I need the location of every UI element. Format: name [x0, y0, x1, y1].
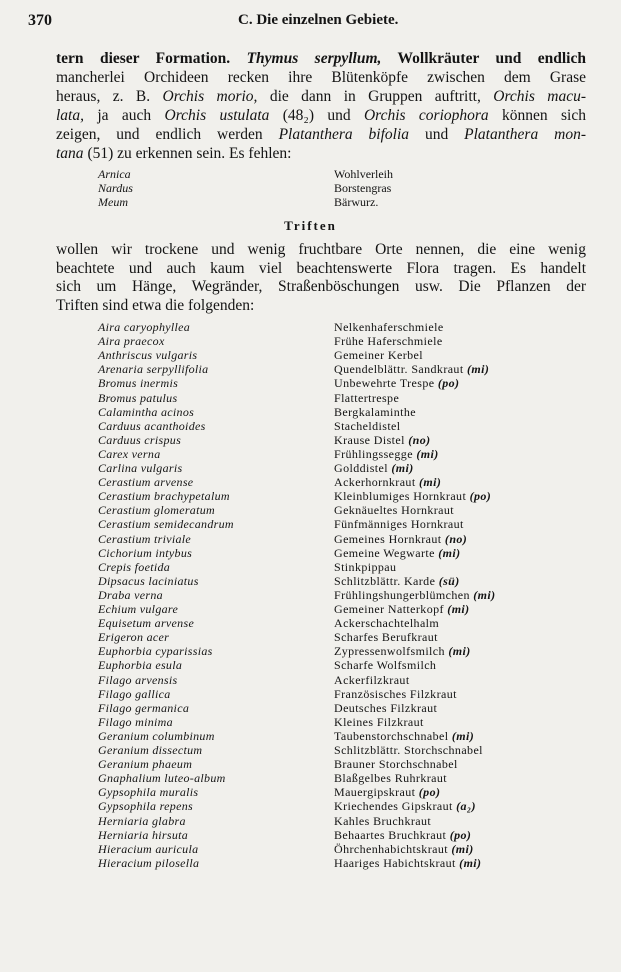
german-name-text: Gemeine Wegwarte — [334, 545, 435, 560]
german-name-text: Schlitzblättr. Karde — [334, 573, 436, 588]
plant-german-name — [334, 658, 436, 672]
plant-latin-name: Geranium phaeum — [98, 757, 193, 772]
plant-latin-name: Crepis foetida — [98, 559, 171, 574]
plant-latin-name: Equisetum arvense — [98, 616, 195, 631]
plant-latin-name: Cerastium triviale — [98, 531, 192, 546]
distribution-note: (mi) — [459, 855, 482, 870]
distribution-note: (mi) — [451, 841, 474, 856]
german-name-text: Unbewehrte Trespe — [334, 376, 435, 391]
german-name-text: Gemeiner Natterkopf — [334, 602, 444, 616]
plant-german-name — [334, 503, 454, 517]
text-run: die dann in Gruppen auftritt, — [257, 88, 494, 105]
plant-latin-name: Carduus acanthoides — [98, 418, 206, 433]
plant-german-name — [334, 814, 431, 828]
distribution-note: (mi) — [438, 545, 461, 560]
german-name-text: Gemeiner Kerbel — [334, 348, 423, 363]
plant-german-name — [334, 475, 441, 489]
german-name-text: Stacheldistel — [334, 418, 401, 433]
german-name-text: Frühe Haferschmiele — [334, 334, 443, 349]
distribution-note: (sü) — [438, 573, 460, 588]
german-name-text: Kahles Bruchkraut — [334, 813, 432, 828]
plant-german-name — [334, 785, 440, 799]
text-run: mancherlei Orchideen recken ihre Blütenköpfe zwischen dem Grase — [56, 69, 586, 86]
plant-latin-name: Gnaphalium luteo-album — [98, 771, 226, 786]
plant-german-name — [334, 574, 460, 588]
intro-line — [56, 88, 586, 105]
plant-latin-name: Cichorium intybus — [98, 545, 193, 560]
species-name: Orchis coriophora — [363, 107, 489, 124]
plant-german-name — [334, 391, 399, 405]
german-name-text: Öhrchenhabichtskraut — [334, 841, 448, 856]
distribution-note: (a₂) — [456, 799, 476, 814]
plant-latin-name: Cerastium brachypetalum — [98, 489, 230, 504]
section-title: Triften — [284, 218, 337, 233]
plant-latin-name: Calamintha acinos — [98, 404, 195, 419]
missing-latin-name: Meum — [98, 195, 128, 209]
species-name: Orchis morio, — [162, 88, 258, 105]
plant-latin-name: Geranium dissectum — [98, 743, 203, 757]
plant-german-name — [334, 348, 423, 362]
text-run: ja auch — [84, 107, 165, 124]
plant-german-name — [334, 673, 410, 687]
german-name-text: Scharfe Wolfsmilch — [334, 658, 437, 673]
running-title: C. Die einzelnen Gebiete. — [238, 12, 399, 28]
plant-latin-name: Cerastium semidecandrum — [98, 517, 234, 532]
german-name-text: Flattertrespe — [334, 390, 400, 405]
german-name-text: Ackerfilzkraut — [334, 672, 410, 687]
german-name-text: Gemeines Hornkraut — [334, 531, 442, 546]
species-name: tana — [56, 145, 84, 162]
plant-german-name — [334, 799, 476, 813]
intro-line — [56, 145, 586, 162]
plant-latin-name: Hieracium pilosella — [98, 855, 200, 870]
german-name-text: Mauergipskraut — [334, 785, 416, 800]
german-name-text: Golddistel — [334, 461, 388, 475]
german-name-text: Bergkalaminthe — [334, 404, 417, 419]
plant-german-name — [334, 771, 447, 785]
german-name-text: Kleinblumiges Hornkraut — [334, 489, 467, 504]
plant-german-name — [334, 828, 471, 842]
plant-german-name — [334, 362, 489, 376]
german-name-text: Taubenstorchschnabel — [334, 728, 449, 743]
text-run: (51) zu erkennen sein. Es fehlen: — [83, 145, 292, 162]
plant-latin-name: Aira praecox — [98, 334, 165, 349]
distribution-note: (mi) — [416, 446, 439, 461]
missing-german-name: Bärwurz. — [334, 195, 379, 209]
plant-german-name — [334, 376, 459, 390]
plant-german-name — [334, 461, 414, 475]
german-name-text: Zypressenwolfsmilch — [334, 644, 445, 659]
plant-latin-name: Erigeron acer — [98, 630, 170, 645]
plant-latin-name: Carlina vulgaris — [98, 461, 183, 475]
german-name-text: Krause Distel — [334, 432, 405, 447]
plant-latin-name: Euphorbia esula — [98, 658, 183, 673]
plant-latin-name: Filago gallica — [98, 686, 171, 701]
plant-german-name — [334, 517, 464, 531]
german-name-text: Deutsches Filzkraut — [334, 700, 438, 715]
text-run: können sich — [488, 107, 586, 124]
plant-german-name — [334, 433, 431, 447]
german-name-text: Schlitzblättr. Storchschnabel — [334, 743, 483, 757]
missing-latin-name: Arnica — [98, 167, 131, 181]
text-run: zeigen, und endlich werden — [56, 126, 279, 143]
missing-german-name: Wohlverleih — [334, 167, 394, 181]
plant-german-name — [334, 757, 458, 771]
german-name-text: Frühlingssegge — [334, 446, 413, 461]
german-name-text: Haariges Habichtskraut — [334, 855, 456, 870]
distribution-note: (po) — [437, 376, 460, 391]
plant-latin-name: Herniaria hirsuta — [98, 827, 189, 842]
plant-german-name — [334, 447, 439, 461]
plant-german-name — [334, 560, 396, 574]
intro-line — [56, 69, 586, 86]
species-name: lata, — [56, 107, 84, 124]
plant-latin-name: Hieracium auricula — [98, 841, 199, 856]
text-run: heraus, z. B. — [56, 88, 163, 105]
plant-german-name — [334, 743, 483, 757]
plant-latin-name: Filago germanica — [98, 700, 190, 715]
distribution-note: (po) — [449, 827, 472, 842]
missing-german-name: Borstengras — [334, 181, 392, 195]
plant-german-name — [334, 856, 481, 870]
german-name-text: Französisches Filzkraut — [334, 686, 457, 701]
intro-line — [56, 126, 586, 143]
plant-latin-name: Arenaria serpyllifolia — [98, 362, 209, 377]
german-name-text: Ackerhornkraut — [334, 475, 416, 490]
plant-latin-name: Dipsacus laciniatus — [98, 573, 199, 588]
distribution-note: (po) — [469, 489, 492, 504]
plant-german-name — [334, 489, 491, 503]
triften-line: sich um Hänge, Wegränder, Straßenböschungen usw. Die Pflanzen der — [56, 278, 586, 295]
text-run: (48₂) und — [269, 107, 364, 124]
distribution-note: (mi) — [447, 602, 470, 616]
plant-german-name — [334, 644, 471, 658]
plant-latin-name: Bromus inermis — [98, 376, 179, 391]
plant-german-name — [334, 715, 424, 729]
plant-german-name — [334, 419, 401, 433]
species-name: Orchis macu- — [493, 88, 587, 105]
distribution-note: (no) — [444, 531, 468, 546]
plant-german-name — [334, 602, 470, 616]
plant-german-name — [334, 630, 438, 644]
species-name: Platanthera mon- — [464, 126, 586, 143]
german-name-text: Nelkenhaferschmiele — [334, 320, 444, 334]
plant-german-name — [334, 320, 444, 334]
text-run: Wollkräuter und endlich — [381, 50, 586, 67]
distribution-note: (mi) — [448, 644, 471, 659]
plant-latin-name: Gypsophila muralis — [98, 785, 199, 800]
plant-latin-name: Aira caryophyllea — [98, 320, 191, 334]
german-name-text: Quendelblättr. Sandkraut — [334, 362, 464, 377]
text-run: und — [409, 126, 465, 143]
german-name-text: Fünfmänniges Hornkraut — [334, 517, 464, 532]
plant-latin-name: Euphorbia cyparissias — [98, 644, 213, 659]
plant-latin-name: Bromus patulus — [98, 390, 178, 405]
plant-latin-name: Carex verna — [98, 446, 161, 461]
intro-line — [56, 50, 586, 67]
plant-german-name — [334, 616, 439, 630]
plant-german-name — [334, 546, 461, 560]
plant-latin-name: Carduus crispus — [98, 432, 182, 447]
distribution-note: (mi) — [466, 362, 490, 377]
species-name: Platanthera bifolia — [278, 126, 410, 143]
species-name: Orchis ustulata — [164, 107, 270, 124]
plant-german-name — [334, 334, 443, 348]
plant-latin-name: Cerastium glomeratum — [98, 503, 215, 518]
triften-line: Triften sind etwa die folgenden: — [56, 296, 255, 314]
plant-german-name — [334, 729, 474, 743]
plant-latin-name: Anthriscus vulgaris — [98, 348, 198, 363]
plant-latin-name: Herniaria glabra — [98, 813, 186, 828]
plant-german-name — [334, 588, 496, 602]
plant-german-name — [334, 532, 467, 546]
distribution-note: (mi) — [451, 728, 475, 743]
plant-latin-name: Filago arvensis — [98, 672, 178, 687]
triften-line: beachtete und auch kaum viel beachtenswerte Flora tragen. Es handelt — [56, 259, 586, 277]
plant-german-name — [334, 842, 474, 856]
plant-german-name — [334, 687, 457, 701]
plant-latin-name: Gypsophila repens — [98, 799, 193, 814]
species-name: Thymus serpyllum, — [246, 50, 382, 67]
distribution-note: (mi) — [473, 587, 496, 602]
plant-german-name — [334, 701, 437, 715]
plant-latin-name: Filago minima — [98, 714, 173, 729]
distribution-note: (mi) — [391, 461, 414, 475]
text-run: tern dieser Formation. — [56, 50, 247, 67]
plant-latin-name: Echium vulgare — [98, 602, 179, 616]
plant-latin-name: Geranium columbinum — [98, 728, 215, 743]
plant-latin-name: Cerastium arvense — [98, 475, 194, 490]
distribution-note: (no) — [408, 432, 431, 447]
german-name-text: Stinkpippau — [334, 559, 397, 574]
page-number: 370 — [28, 12, 52, 29]
german-name-text: Blaßgelbes Ruhrkraut — [334, 771, 447, 786]
triften-line: wollen wir trockene und wenig fruchtbare Orte nennen, die eine wenig — [56, 241, 586, 258]
german-name-text: Frühlingshungerblümchen — [334, 587, 470, 602]
distribution-note: (mi) — [418, 475, 442, 490]
intro-line — [56, 107, 586, 124]
german-name-text: Behaartes Bruchkraut — [334, 827, 447, 842]
german-name-text: Ackerschachtelhalm — [334, 616, 440, 631]
german-name-text: Kriechendes Gipskraut — [334, 799, 453, 814]
german-name-text: Geknäueltes Hornkraut — [334, 503, 455, 518]
missing-latin-name: Nardus — [98, 181, 133, 195]
plant-german-name — [334, 405, 416, 419]
german-name-text: Scharfes Berufkraut — [334, 630, 438, 645]
german-name-text: Kleines Filzkraut — [334, 714, 424, 729]
distribution-note: (po) — [418, 785, 441, 800]
german-name-text: Brauner Storchschnabel — [334, 757, 458, 772]
plant-latin-name: Draba verna — [98, 587, 163, 602]
